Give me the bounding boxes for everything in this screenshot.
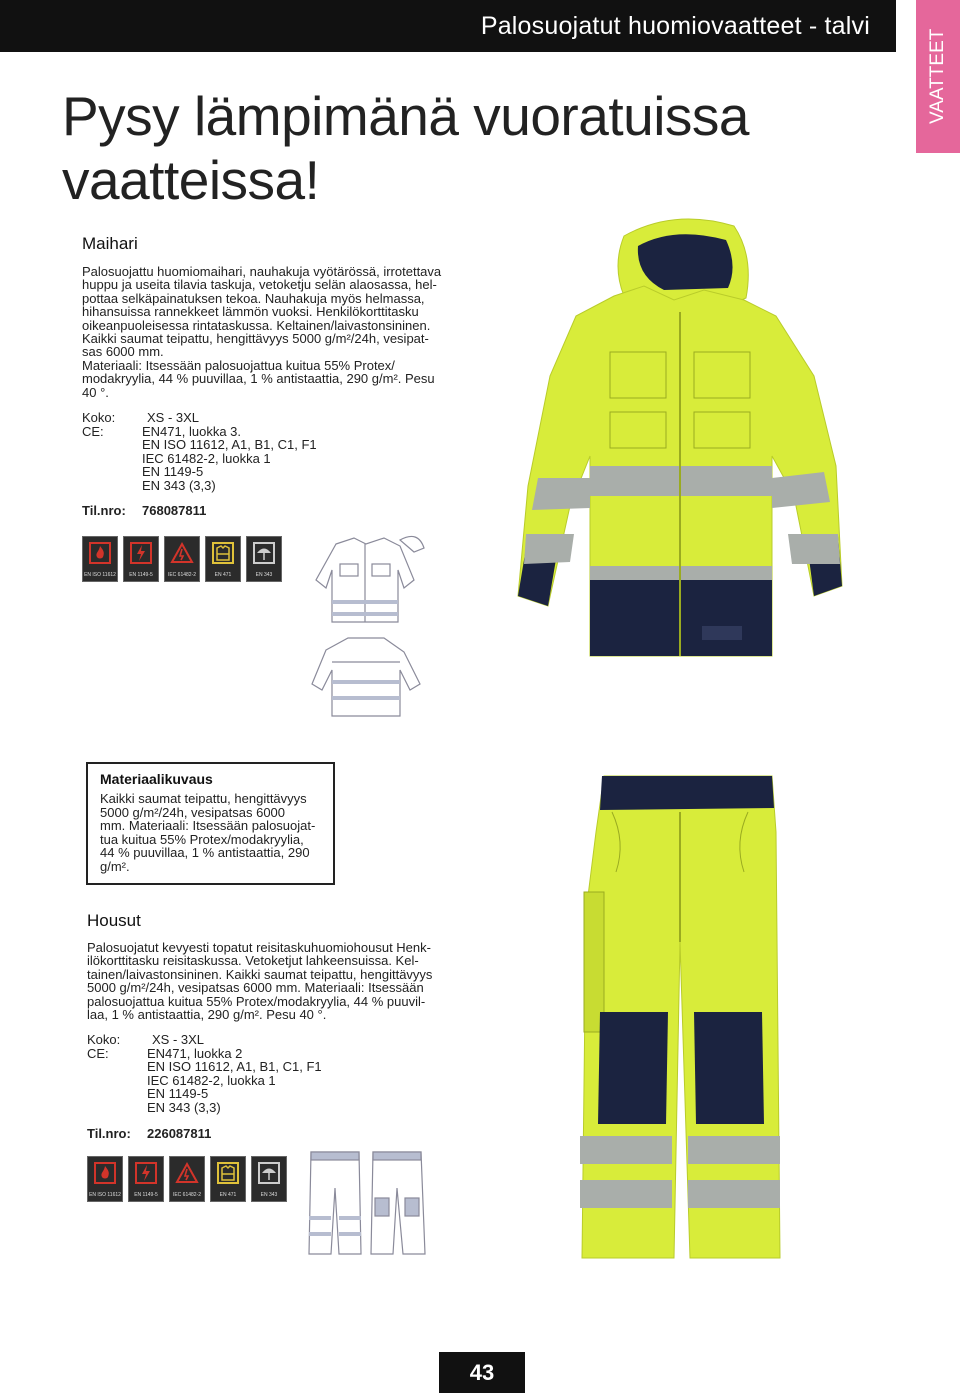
trousers-cert-icons: [87, 1156, 287, 1202]
trousers-title: Housut: [87, 911, 141, 930]
page-headline: Pysy lämpimänä vuoratuissa vaatteissa!: [62, 85, 750, 211]
trousers-description: Palosuojatut kevyesti topatut reisitaskuhuomiohousut Henk- ilökorttitasku reisitaskussa. Vetoketjut lahkeensuissa. Kel- tainen/laivastonsininen. Kaikki saumat teipattu, hengittävyys 5000 g/m²/24h, vesipatsas 6000 mm. Materiaali: Itsessään palosuojattua kuitua 55% Protex/modakryylia, 44 % puuvil- laa, 1 % antistaattia, 290 g/m². Pesu 40 °.: [87, 940, 433, 1023]
trousers-part-number: Til.nro: 226087811: [87, 1126, 212, 1141]
trousers-photo: [576, 772, 786, 1262]
jacket-title: Maihari: [82, 234, 138, 253]
jacket-description: Palosuojattu huomiomaihari, nauhakuja vyötärössä, irrotettava huppu ja useita tilavia taskuja, vetoketju selän alaosassa, hel- pottaa selkäpainatuksen tekoa. Nauhakuja myös helmassa, hihansuissa rannekkeet lämmön vuoksi. Henkilökorttitasku oikeanpuoleisessa rintataskussa. Keltainen/laivastonsininen. Kaikki saumat teipattu, hengittävyys 5000 g/m²/24h, vesipat- sas 6000 mm. Materiaali: Itsessään palosuojattua kuitua 55% Protex/ modakryylia, 44 % puuvillaa, 1 % antistaattia, 290 g/m². Pesu 40 °.: [82, 264, 442, 400]
jacket-size-row: Koko: XS - 3XL: [82, 410, 200, 425]
arc-flash-icon: IEC 61482-2: [164, 536, 200, 582]
flame-icon: EN ISO 11612: [82, 536, 118, 582]
jacket-technical-drawing: [296, 530, 432, 725]
antistatic-icon: EN 1149-5: [123, 536, 159, 582]
material-box-text: Kaikki saumat teipattu, hengittävyys 5000 g/m²/24h, vesipatsas 6000 mm. Materiaali: Itsessään palosuojat- tua kuitua 55% Protex/modakryylia, 44 % puuvillaa, 1 % antistaattia, 290 g/m².: [100, 791, 316, 874]
jacket-cert-icons: [82, 536, 282, 582]
side-tab-label: VAATTEET: [927, 28, 948, 125]
material-description-box: [86, 762, 335, 885]
trousers-size-row: Koko: XS - 3XL: [87, 1032, 205, 1047]
arc-flash-icon: IEC 61482-2: [169, 1156, 205, 1202]
section-side-tab[interactable]: [916, 0, 960, 153]
trousers-technical-drawing: [305, 1148, 430, 1258]
jacket-specs: [82, 411, 317, 493]
jacket-ce-row: CE: EN471, luokka 3. EN ISO 11612, A1, B1, C1, F1 IEC 61482-2, luokka 1 EN 1149-5 EN 343 (3,3): [82, 423, 317, 493]
jacket-part-number: Til.nro: 768087811: [82, 503, 207, 518]
hi-vis-icon: EN 471: [210, 1156, 246, 1202]
header-title: Palosuojatut huomiovaatteet - talvi: [480, 12, 870, 40]
rain-icon: EN 343: [246, 536, 282, 582]
antistatic-icon: EN 1149-5: [128, 1156, 164, 1202]
jacket-photo: [514, 216, 850, 662]
page-number: 43: [439, 1352, 525, 1393]
trousers-specs: [87, 1033, 322, 1115]
header-bar: [0, 0, 896, 52]
material-box-title: Materiaalikuvaus: [100, 771, 213, 787]
rain-icon: EN 343: [251, 1156, 287, 1202]
flame-icon: EN ISO 11612: [87, 1156, 123, 1202]
trousers-ce-row: CE: EN471, luokka 2 EN ISO 11612, A1, B1, C1, F1 IEC 61482-2, luokka 1 EN 1149-5 EN 343 (3,3): [87, 1045, 322, 1115]
hi-vis-icon: EN 471: [205, 536, 241, 582]
